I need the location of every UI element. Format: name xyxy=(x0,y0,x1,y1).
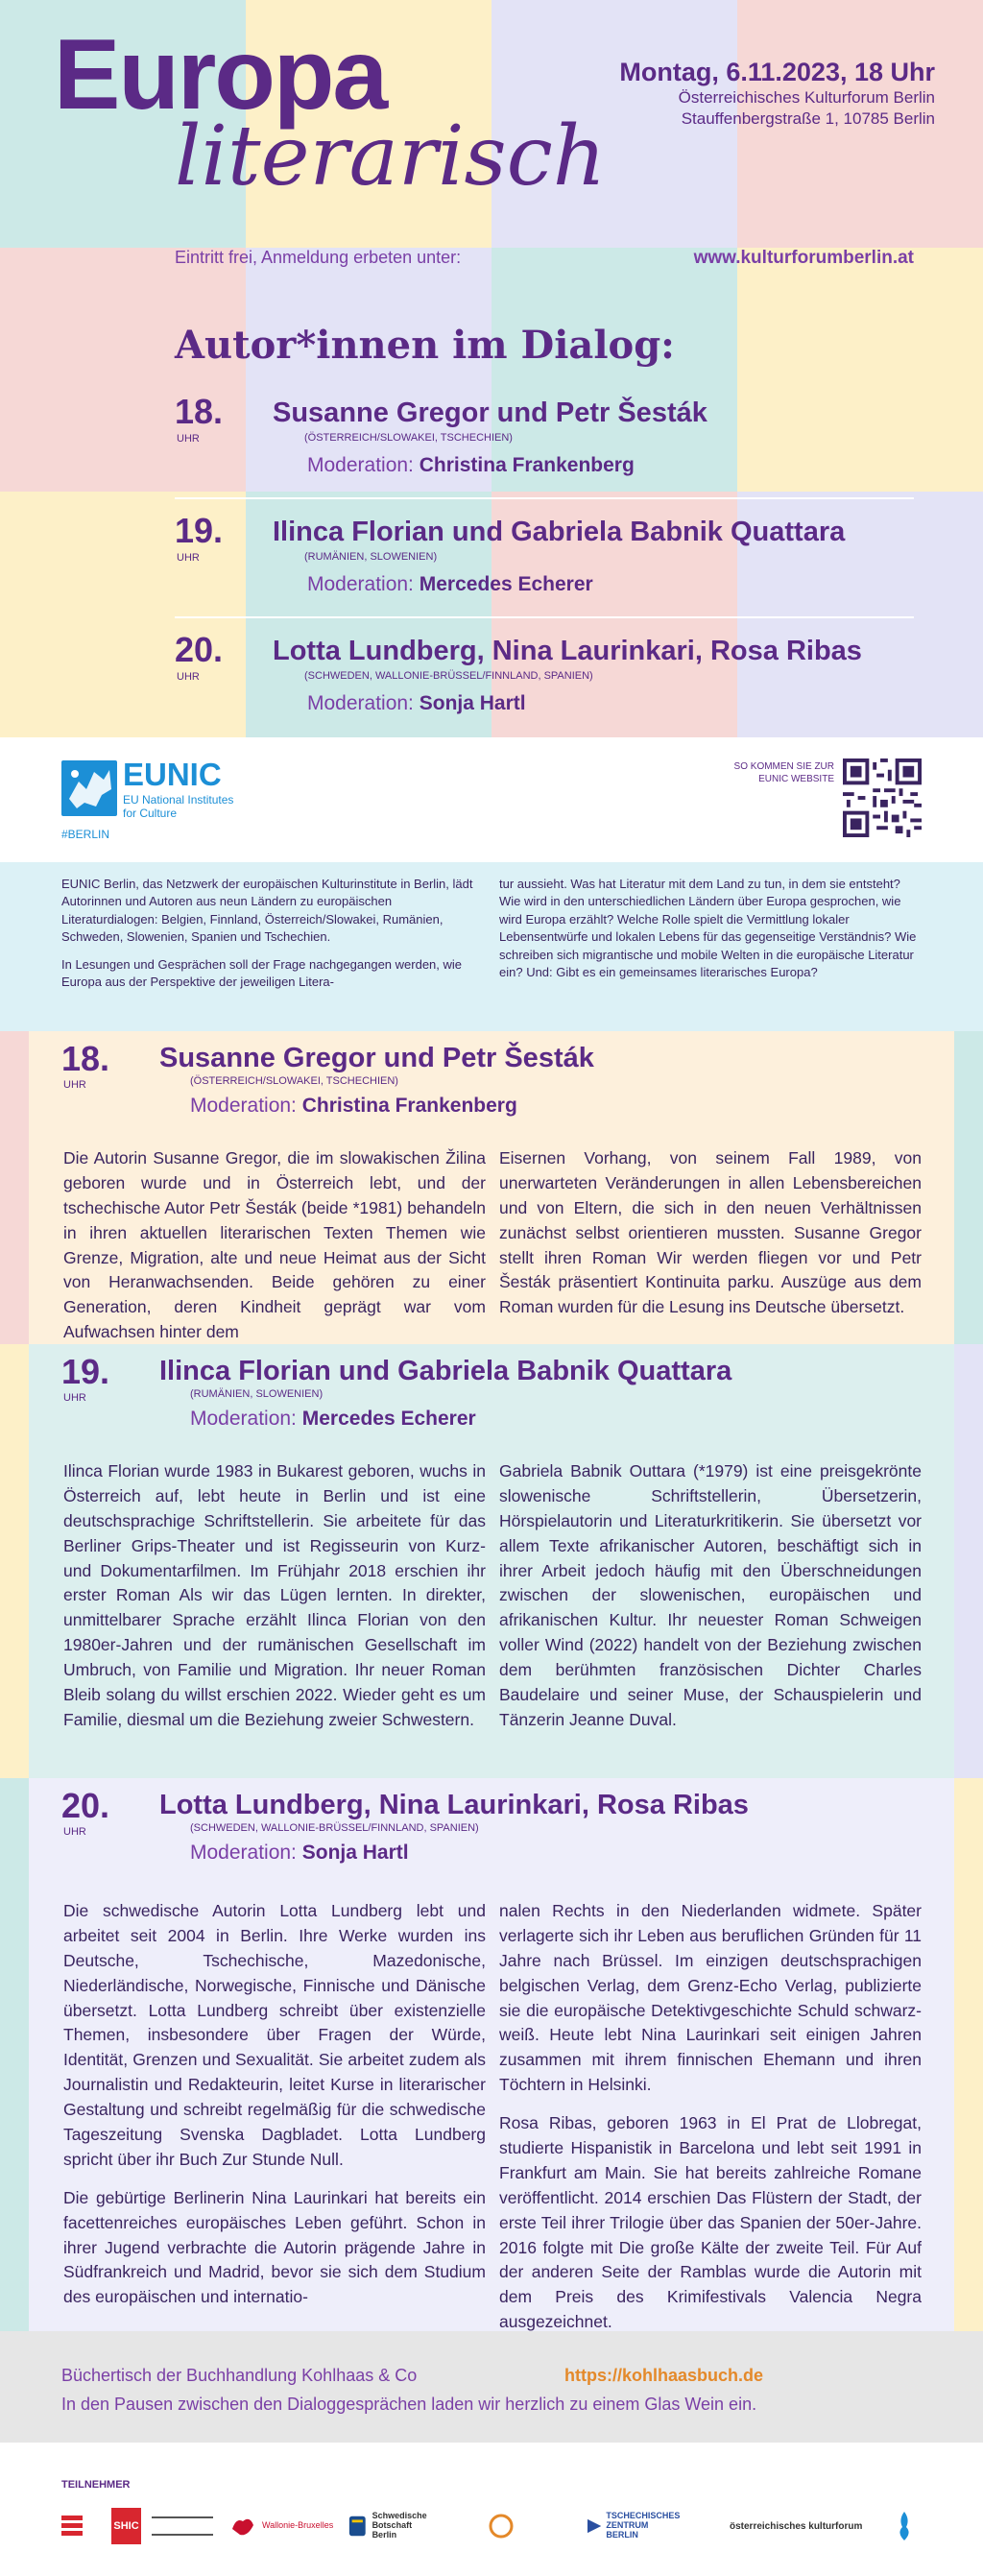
event-date-venue xyxy=(619,58,935,130)
side-strip xyxy=(0,1778,29,2331)
section-authors: Lotta Lundberg, Nina Laurinkari, Rosa Ribas xyxy=(159,1790,749,1820)
dialog-heading: Autor*innen im Dialog: xyxy=(175,323,675,368)
body-paragraph: Gabriela Babnik Outtara (*1979) ist eine preisgekrönte slowenische Schriftstellerin, Übersetzerin, Hörspielautorin und Literaturkritikerin. Sie übersetzt vor allem Texte afrikanischer Autoren, beschäftigt sich in ihrer Arbeit jedoch häufig mit den Überschneidungen zwischen der slowenischen, europäischen und afrikanischen Kultur. Ihr neuester Roman Schweigen voller Wind (2022) handelt von der Beziehung zwischen dem berühmten französischen Dichter Charles Baudelaire und seiner Muse, der Schauspielerin und Tänzerin Jeanne Duval. xyxy=(499,1461,922,1729)
eunic-hashtag: #BERLIN xyxy=(61,828,110,841)
qr-caption: SO KOMMEN SIE ZUR EUNIC WEBSITE xyxy=(733,761,834,784)
section-text-right xyxy=(499,1899,922,2335)
body-paragraph: Eisernen Vorhang, von seinem Fall 1989, von unerwarteten Veränderungen in allen Lebensbereichen und von Eltern, die sich in den neuen Verhältnissen zunächst selbst orientieren mussten. Susanne Gregor stellt ihren Roman Wir werden fliegen vor und Petr Šesták präsentiert Kontinuita parku. Auszüge aus dem Roman wurden für die Lesung ins Deutsche übersetzt. xyxy=(499,1148,922,1317)
eunic-name: EUNIC xyxy=(123,757,222,792)
entry-info: Eintritt frei, Anmeldung erbeten unter: xyxy=(175,248,462,267)
side-strip xyxy=(954,1031,983,1344)
slot-time: 19. xyxy=(175,511,224,550)
partner-logos xyxy=(58,2504,931,2552)
slot-countries: (SCHWEDEN, WALLONIE-BRÜSSEL/FINNLAND, SPANIEN) xyxy=(304,670,593,682)
slot-uhr: UHR xyxy=(177,552,200,564)
section-moderation: Moderation: Mercedes Echerer xyxy=(190,1408,476,1430)
section-text-right xyxy=(499,1459,922,1733)
partner-logo-finnland xyxy=(893,2504,931,2548)
slot-time: 18. xyxy=(175,392,224,431)
section-authors: Ilinca Florian und Gabriela Babnik Quattara xyxy=(159,1356,732,1386)
section-moderation: Moderation: Christina Frankenberg xyxy=(190,1095,517,1117)
section-20 xyxy=(29,1778,954,2331)
qr-code-icon[interactable] xyxy=(843,758,922,837)
section-time: 18. xyxy=(61,1039,110,1078)
eunic-subtitle: EU National Institutes for Culture xyxy=(123,793,234,821)
bookshop-info: Büchertisch der Buchhandlung Kohlhaas & Co xyxy=(61,2366,418,2385)
partner-logo-rumaenien xyxy=(488,2504,574,2548)
section-text-left xyxy=(63,1899,486,2310)
section-text-right xyxy=(499,1146,922,1320)
section-uhr: UHR xyxy=(63,1079,86,1091)
eunic-logo-icon xyxy=(61,760,117,816)
section-uhr: UHR xyxy=(63,1826,86,1838)
body-paragraph: Die gebürtige Berlinerin Nina Laurinkari hat bereits ein facettenreiches europäisches Leben geführt. Schon in ihrer Jugend verbrachte die Autorin prägende Jahre in Südfrankreich und Madrid, bevor sie sich dem Studium des europäischen und internatio- xyxy=(63,2187,486,2307)
event-address: Stauffenbergstraße 1, 10785 Berlin xyxy=(681,109,935,129)
slot-moderation: Moderation: Sonja Hartl xyxy=(307,692,526,714)
event-date: Montag, 6.11.2023, 18 Uhr xyxy=(619,58,935,86)
body-paragraph: Ilinca Florian wurde 1983 in Bukarest geboren, wuchs in Österreich auf, lebt heute in Berlin und ist eine deutschsprachige Schriftstellerin. Sie arbeitete für das Berliner Grips-Theater und ist Regisseurin von Kurz- und Dokumentarfilmen. Im Frühjahr 2018 erschien ihr erster Roman Als wir das Lügen lernten. In direkter, unmittelbarer Sprache erzählt Ilinca Florian von den 1980er-Jahren und der rumänischen Gesellschaft im Umbruch, von Familie und Migration. Ihr neuer Roman Bleib solang du willst erschien 2022. Wieder geht es um Familie, diesmal um die Beziehung zweier Schwestern. xyxy=(63,1461,486,1729)
partner-logo-wallonie: Wallonie-Bruxelles xyxy=(228,2504,344,2548)
section-time: 19. xyxy=(61,1352,110,1391)
section-text-left xyxy=(63,1146,486,1345)
schedule-slot-20 xyxy=(175,630,914,737)
event-title-europa: Europa xyxy=(54,19,387,131)
slot-authors: Lotta Lundberg, Nina Laurinkari, Rosa Ribas xyxy=(273,636,862,666)
section-text-left xyxy=(63,1459,486,1733)
section-uhr: UHR xyxy=(63,1392,86,1404)
intro-paragraph: EUNIC Berlin, das Netzwerk der europäischen Kulturinstitute in Berlin, lädt Autorinnen und Autoren aus neun Ländern zu europäischen Literaturdialogen: Belgien, Finnland, Österreich/Slowakei, Rumänien, Schweden, Slowenien, Spanien und Tschechien. xyxy=(61,877,473,945)
website-link[interactable]: www.kulturforumberlin.at xyxy=(693,248,914,268)
body-paragraph: Die schwedische Autorin Lotta Lundberg lebt und arbeitet seit 2004 in Berlin. Ihre Werke wurden ins Deutsche, Tschechische, Mazedonische, Niederländische, Norwegische, Finnische und Dänische übersetzt. Lotta Lundberg schreibt über existenzielle Themen, insbesondere über Fragen der Würde, Identität, Grenzen und Sexualität. Sie arbeitet zudem als Journalistin und Redakteurin, leitet Kurse in literarischer Gestaltung und schreibt regelmäßig für die schwedische Tageszeitung Svenska Dagbladet. Lotta Lundberg spricht über ihr Buch Zur Stunde Null. xyxy=(63,1901,486,2169)
slot-authors: Susanne Gregor und Petr Šesták xyxy=(273,397,707,428)
section-countries: (ÖSTERREICH/SLOWAKEI, TSCHECHIEN) xyxy=(190,1075,398,1087)
section-moderation: Moderation: Sonja Hartl xyxy=(190,1842,409,1864)
section-authors: Susanne Gregor und Petr Šesták xyxy=(159,1043,594,1073)
section-18 xyxy=(29,1031,954,1344)
side-strip xyxy=(954,1344,983,1778)
event-venue: Österreichisches Kulturforum Berlin xyxy=(678,88,935,107)
partner-logo-slovenia xyxy=(152,2504,221,2548)
slot-time: 20. xyxy=(175,630,224,669)
section-countries: (RUMÄNIEN, SLOWENIEN) xyxy=(190,1388,324,1400)
divider xyxy=(175,616,914,618)
body-paragraph: Die Autorin Susanne Gregor, die im slowakischen Žilina geboren wurde und in Österreich lebt, und der tschechische Autor Petr Šesták (beide *1981) behandeln in ihren aktuellen literarischen Texten Themen wie Grenze, Migration, alte und neue Heimat aus der Sicht von Heranwachsenden. Beide gehören zu einer Generation, deren Kindheit geprägt war vom Aufwachsen hinter dem xyxy=(63,1148,486,1342)
slot-uhr: UHR xyxy=(177,671,200,683)
partner-logo-shic: SHIC xyxy=(111,2504,146,2548)
partner-logo-tschechien: TSCHECHISCHES ZENTRUM BERLIN xyxy=(587,2504,712,2548)
partner-logo-cervantes xyxy=(58,2504,106,2548)
body-paragraph: Rosa Ribas, geboren 1963 in El Prat de Llobregat, studierte Hispanistik in Barcelona und lebt seit 1991 in Frankfurt am Main. Sie hat bereits zahlreiche Romane veröffentlicht. 2014 erschien Das Flüstern der Stadt, der erste Teil ihrer Trilogie über das Spanien der 50er-Jahre. 2016 folgte mit Die große Kälte der zweite Teil. Für Auf der anderen Seite der Ramblas wurde die Autorin mit dem Preis des Krimifestivals Valencia Negra ausgezeichnet. xyxy=(499,2113,922,2332)
body-paragraph: nalen Rechts in den Niederlanden widmete. Später verlagerte sich ihr Leben aus beruflichen Gründen für 11 Jahre nach Brüssel. Im einzigen deutschsprachigen belgischen Verlag, dem Grenz-Echo Verlag, publizierte sie die europäische Detektivgeschichte Schuld schwarz-weiß. Heute lebt Nina Laurinkari seit einigen Jahren zusammen mit ihrem finnischen Ehemann und ihren Töchtern in Helsinki. xyxy=(499,1901,922,2095)
side-strip xyxy=(0,1031,29,1344)
footer-band xyxy=(0,2331,983,2443)
slot-moderation: Moderation: Mercedes Echerer xyxy=(307,573,593,595)
schedule-slot-18 xyxy=(175,392,914,499)
slot-moderation: Moderation: Christina Frankenberg xyxy=(307,454,635,476)
slot-uhr: UHR xyxy=(177,433,200,445)
intro-paragraph: tur aussieht. Was hat Literatur mit dem Land zu tun, in dem sie entsteht? Wie wird in den unterschiedlichen Ländern über Europa gesprochen, wie wird Europa erzählt? Welche Rolle spielt die Vermittlung lokaler Lebensentwürfe und lokalen Lebens für das gegenseitige Verständnis? Wie schreiben sich migrantische und mobile Welten in die europäische Literatur ein? Und: Gibt es ein gemeinsames literarisches Europa? xyxy=(499,877,917,980)
slot-countries: (RUMÄNIEN, SLOWENIEN) xyxy=(304,551,438,563)
section-countries: (SCHWEDEN, WALLONIE-BRÜSSEL/FINNLAND, SPANIEN) xyxy=(190,1822,479,1834)
section-time: 20. xyxy=(61,1786,110,1825)
intro-right-column xyxy=(499,876,922,982)
schedule-slot-19 xyxy=(175,511,914,618)
participants-label: TEILNEHMER xyxy=(61,2479,131,2491)
intro-paragraph: In Lesungen und Gesprächen soll der Frage nachgegangen werden, wie Europa aus der Perspektive der jeweiligen Litera- xyxy=(61,956,463,990)
partner-logo-kulturforum: österreichisches kulturforum xyxy=(730,2520,863,2532)
wine-info: In den Pausen zwischen den Dialoggesprächen laden wir herzlich zu einem Glas Wein ein. xyxy=(61,2395,757,2414)
partner-logo-schweden: Schwedische Botschaft Berlin xyxy=(348,2504,463,2548)
bookshop-link[interactable]: https://kohlhaasbuch.de xyxy=(564,2366,764,2385)
side-strip xyxy=(0,1344,29,1778)
section-19 xyxy=(29,1344,954,1778)
divider xyxy=(175,497,914,499)
intro-left-column xyxy=(61,876,484,992)
side-strip xyxy=(954,1778,983,2331)
slot-countries: (ÖSTERREICH/SLOWAKEI, TSCHECHIEN) xyxy=(304,432,513,444)
event-title-literarisch: literarisch xyxy=(175,108,607,205)
slot-authors: Ilinca Florian und Gabriela Babnik Quattara xyxy=(273,517,846,547)
